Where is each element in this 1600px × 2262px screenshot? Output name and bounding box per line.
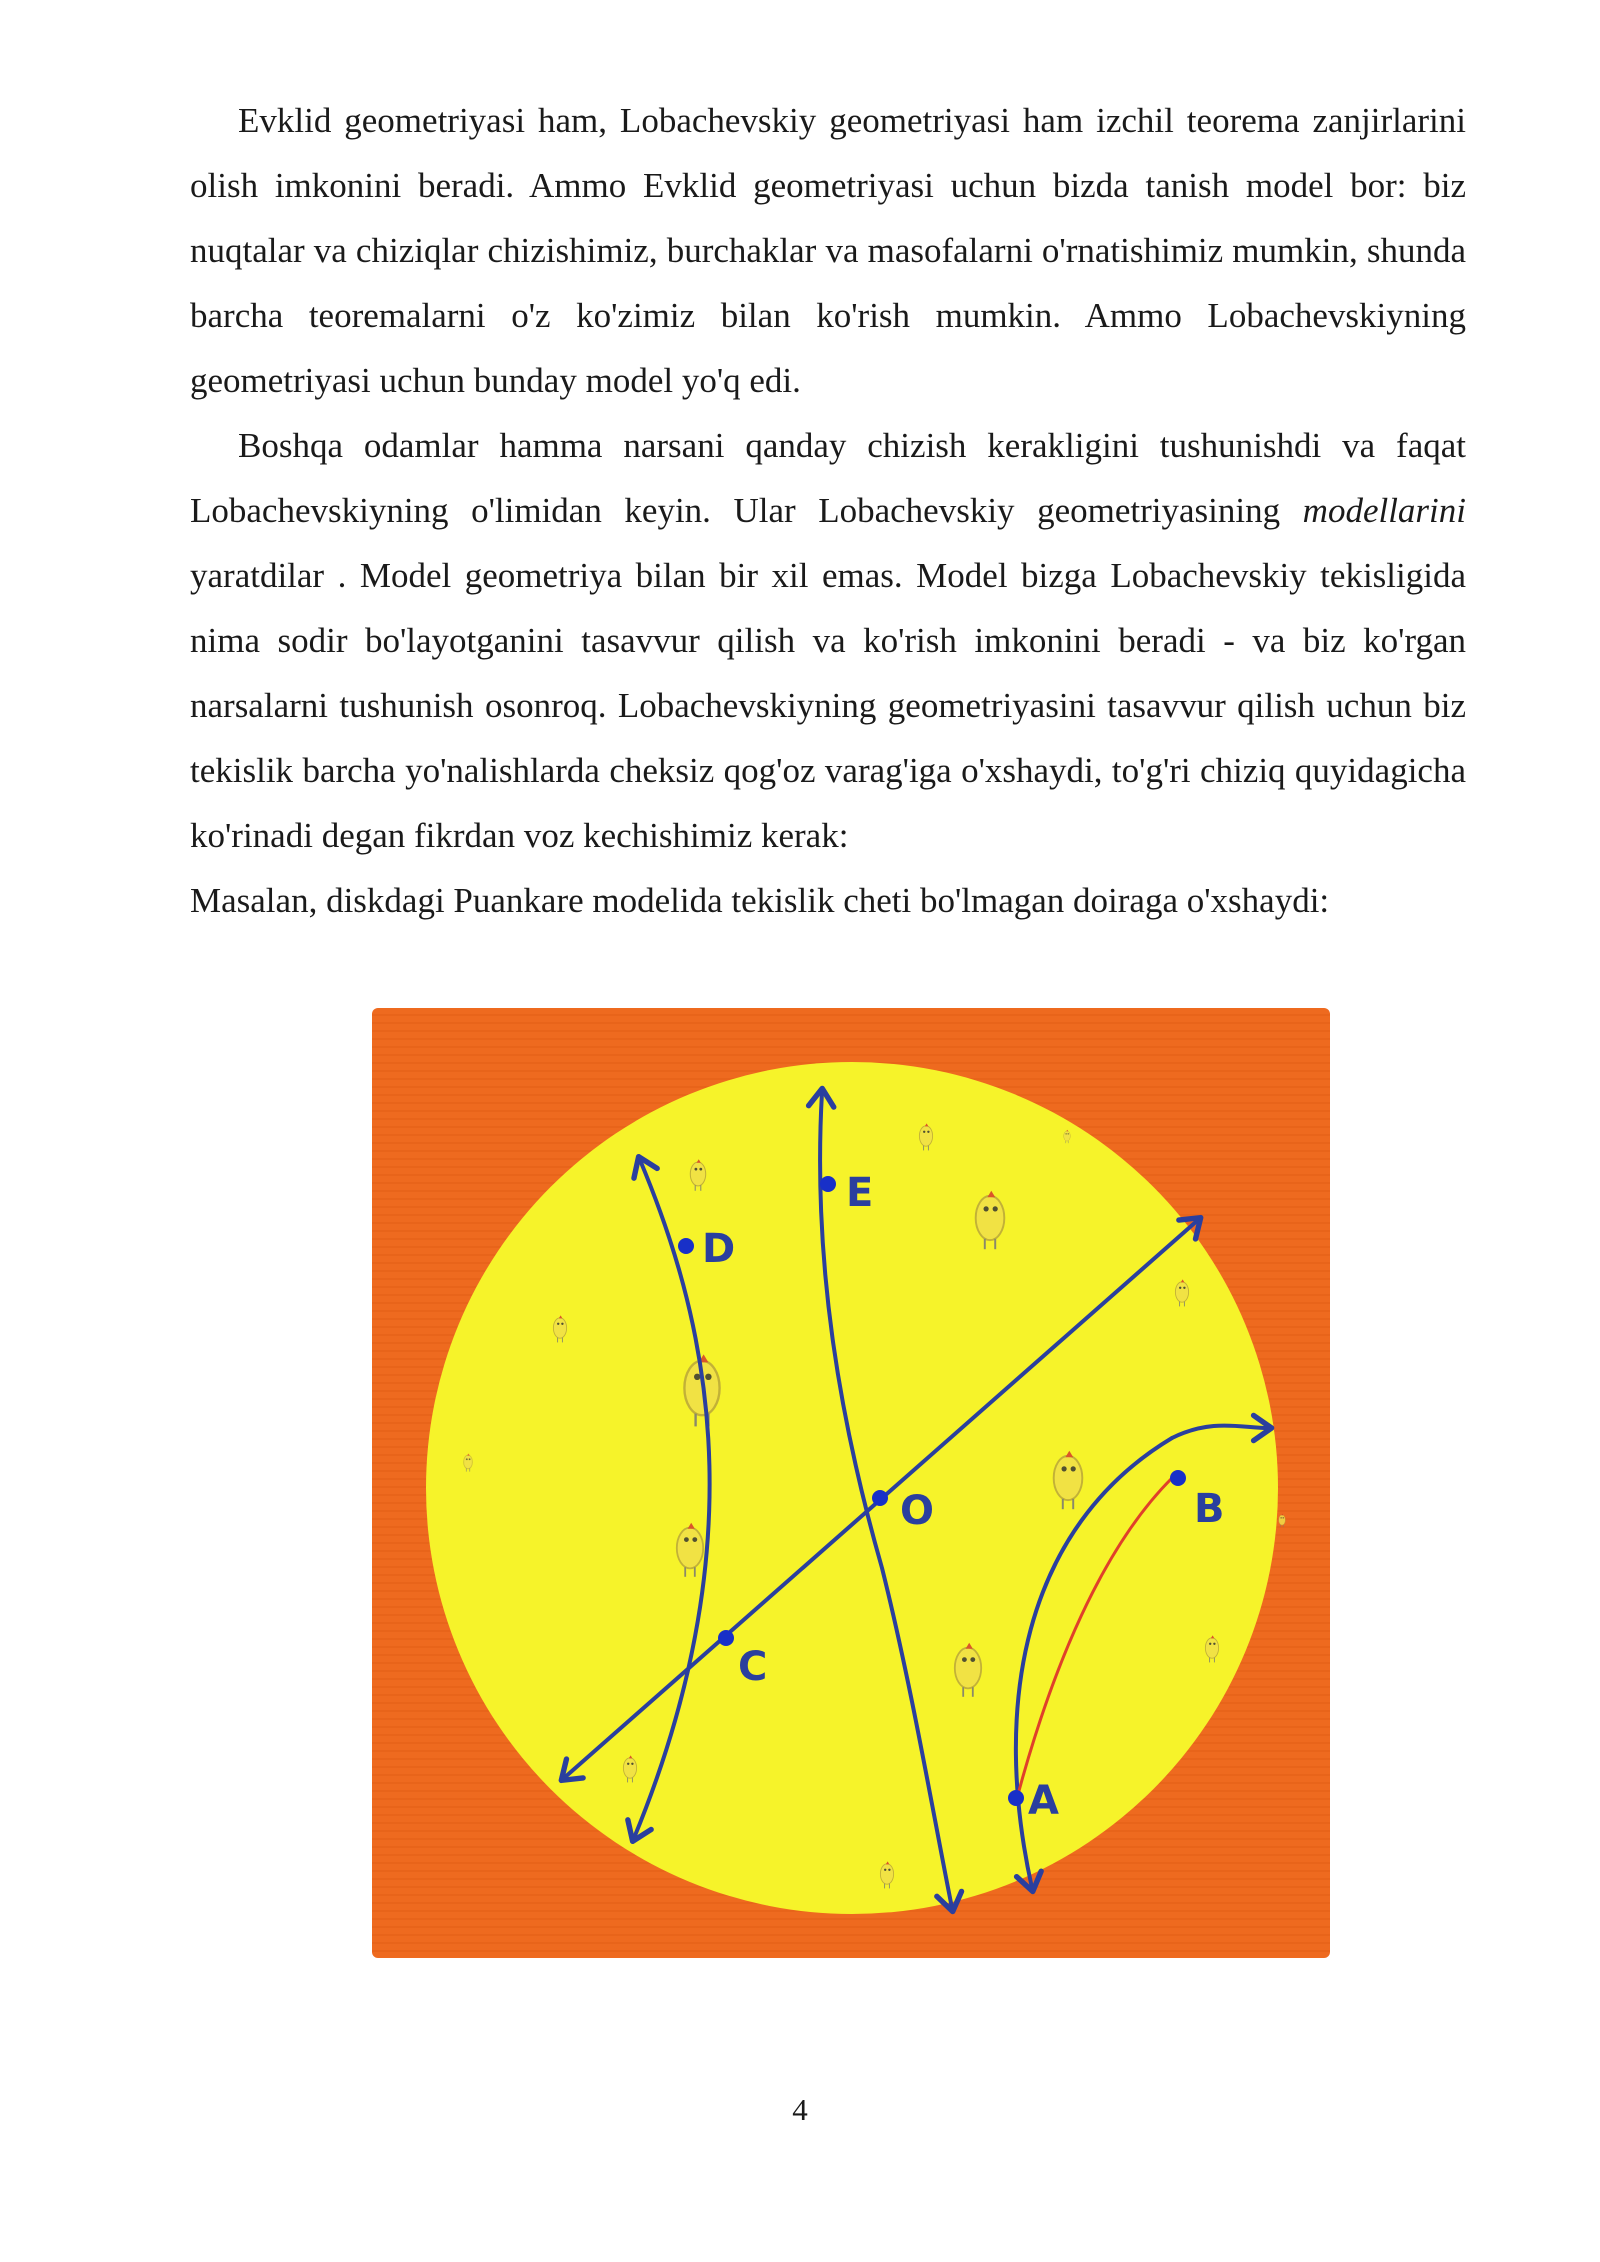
- point-d: [678, 1238, 694, 1254]
- label-a: A: [1028, 1778, 1059, 1824]
- paragraph-2-italic: modellarini: [1302, 491, 1466, 530]
- label-e: E: [846, 1170, 874, 1216]
- paragraph-2: [190, 413, 1466, 868]
- poincare-disk-illustration: [372, 1008, 1330, 1958]
- point-c: [718, 1630, 734, 1646]
- label-o: O: [900, 1488, 935, 1534]
- point-o: [872, 1490, 888, 1506]
- paragraph-2-text-a: Boshqa odamlar hamma narsani qanday chizish kerakligini tushunishdi va faqat Lobachevskiyning o'limidan keyin. Ular Lobachevskiy geometriyasining: [190, 426, 1466, 530]
- poincare-disk-figure: [372, 1008, 1330, 1958]
- paragraph-2-text-b: yaratdilar . Model geometriya bilan bir xil emas. Model bizga Lobachevskiy tekisligida nima sodir bo'layotganini tasavvur qilish va ko'rish imkonini beradi - va biz ko'rgan narsalarni tushunish osonroq. Lobachevskiyning geometriyasini tasavvur qilish uchun biz tekislik barcha yo'nalishlarda cheksiz qog'oz varag'iga o'xshaydi, to'g'ri chiziq quyidagicha ko'rinadi degan fikrdan voz kechishimiz kerak:: [190, 556, 1466, 855]
- point-b: [1170, 1470, 1186, 1486]
- label-b: B: [1194, 1486, 1225, 1532]
- page-number: 4: [792, 2092, 808, 2127]
- label-d: D: [702, 1226, 736, 1272]
- point-a: [1008, 1790, 1024, 1806]
- page-content: [190, 88, 1466, 933]
- paragraph-1: Evklid geometriyasi ham, Lobachevskiy geometriyasi ham izchil teorema zanjirlarini olish imkonini beradi. Ammo Evklid geometriyasi uchun bizda tanish model bor: biz nuqtalar va chiziqlar chizishimiz, burchaklar va masofalarni o'rnatishimiz mumkin, shunda barcha teoremalarni o'z ko'zimiz bilan ko'rish mumkin. Ammo Lobachevskiyning geometriyasi uchun bunday model yo'q edi.: [190, 101, 1466, 400]
- paragraph-3: Masalan, diskdagi Puankare modelida tekislik cheti bo'lmagan doiraga o'xshaydi:: [190, 881, 1330, 920]
- label-c: C: [738, 1644, 768, 1690]
- point-e: [820, 1176, 836, 1192]
